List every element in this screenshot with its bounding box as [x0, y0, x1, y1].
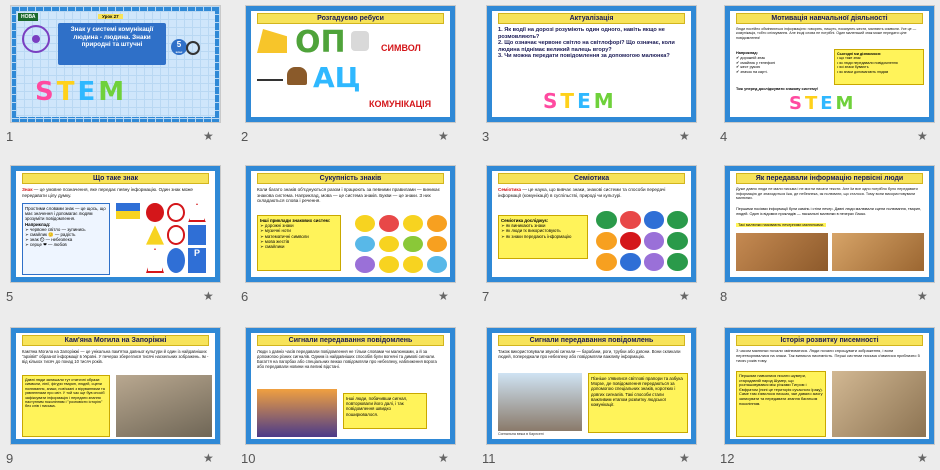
slide-number: 9	[6, 451, 14, 466]
slide-number: 8	[720, 289, 728, 304]
peace-icon	[644, 211, 665, 229]
love-face-icon	[403, 256, 423, 273]
detail-box: Інші люди, побачивши сигнал, повторювали його далі, і так повідомлення швидко поширювалося.	[343, 393, 427, 429]
scales-icon	[620, 253, 641, 271]
plus-icon	[667, 232, 688, 250]
slide-title: Розгадуємо ребуси	[257, 13, 444, 24]
star-icon[interactable]: ★	[679, 451, 690, 465]
steam-logo: S T E M	[789, 93, 855, 114]
slide-number: 7	[482, 289, 490, 304]
slide-title: Кам'яна Могила на Запоріжжі	[22, 335, 209, 346]
goals-box: Сьогодні ми дізнаємося: • що таке знак • як люди передавали повідомлення • які знаки бувають • як знаки допомагають людям	[834, 49, 924, 85]
slide-preview[interactable]	[486, 5, 697, 123]
prohibit-sign-icon	[167, 225, 185, 244]
flag-icon	[116, 203, 140, 219]
emoji-grid	[355, 215, 447, 273]
slide-thumbnail-7[interactable]	[476, 165, 701, 308]
lesson-label: Урок 27	[98, 14, 123, 19]
slide-thumbnail-5[interactable]	[0, 165, 225, 308]
angry-face-icon	[379, 215, 399, 232]
research-box: Семіотика досліджує: ➢ як виникають знаки ➢ як люди їх використовують ➢ як знаки передають інформацію	[498, 215, 588, 259]
footer-text: Тож уперед досліджувати знакову систему!	[736, 87, 819, 91]
intro-text: Люди постійно обмінюються інформацією: говорять, пишуть, показують жести, малюють символи. Усе це — комунікація, тобто спілкування. Але іноді слова не потрібні. Один маленький знак може передати ціле повідомлення!	[736, 27, 917, 40]
stop-sign-icon	[146, 203, 164, 222]
slide-title: Актуалізація	[498, 13, 685, 24]
road-signs-grid	[146, 203, 206, 273]
slide-preview[interactable]	[486, 327, 697, 445]
slide-thumbnail-9[interactable]	[0, 327, 225, 470]
stone-grave-image	[116, 375, 212, 437]
detail-box: Першими навчилися писати шумери, стародавній народ Шумер, що розташовувався між річками Тигром і Євфратом (нині це територія сучасного Іраку). Саме там з'явилося письмо, яке давало змогу записувати та передавати знання багатьом поколінням.	[736, 371, 826, 437]
no-entry-icon	[167, 203, 185, 222]
question-list: 1. Як водії на дорозі розуміють один одного, навіть якщо не розмовляють? 2. Що означає червоне світло на світлофорі? Що означає, коли людина піднімає великий палець вгору? 3. Чи можна передати повідомлення за допомогою малюнка?	[498, 27, 675, 60]
gear-symbol-icon	[667, 253, 688, 271]
cave-painting-image	[832, 233, 924, 271]
intro-text: Також використовували звукові сигнали — барабани, роги, трубки або дзвони. Вони скликали людей, попереджали про небезпеку або повідомляли важливу інформацію.	[498, 349, 681, 359]
slide-thumbnail-6[interactable]	[235, 165, 460, 308]
rebus-word-2: КОМУНІКАЦІЯ	[369, 99, 432, 109]
slide-thumbnail-8[interactable]	[714, 165, 939, 308]
slide-thumbnail-4[interactable]	[714, 5, 939, 148]
parking-sign-icon: P	[188, 248, 206, 273]
magnifier-icon	[186, 41, 200, 55]
cheese-icon	[257, 29, 287, 53]
steam-logo: S T E M	[543, 89, 615, 113]
happy-face-icon	[379, 236, 399, 253]
star-icon[interactable]: ★	[438, 129, 449, 143]
slide-thumbnail-2[interactable]	[235, 5, 460, 148]
leaf-icon	[667, 211, 688, 229]
definition-text: Семіотика — це наука, що вивчає знаки, знакові системи та способи передачі інформації (комунікації) в суспільстві, природі чи культурі.	[498, 187, 666, 198]
star-icon[interactable]: ★	[438, 451, 449, 465]
intro-text: З часом малюнки почали змінюватися. Люди почали спрощувати зображення, і вони перетворювалися на знаки. Так виникла писемність. Перші системи письма з'явилися приблизно 5 тисяч років тому.	[736, 348, 920, 363]
rebus-letters-2: АЦ	[313, 61, 361, 94]
symbols-grid	[596, 211, 688, 271]
slide-thumbnail-1[interactable]	[0, 5, 225, 148]
sad-face-icon	[355, 236, 375, 253]
slide-thumbnail-11[interactable]	[476, 327, 701, 470]
intro-text: Дуже давно люди не мали письма і не могли писати тексти. Але їм все одно потрібно було передавати інформацію де знаходиться їжа, де небезпека, як полювати, що сталося. Тому вони використовували малюнки.	[736, 187, 918, 201]
slide-preview[interactable]	[245, 5, 456, 123]
slide-preview[interactable]	[245, 327, 456, 445]
mosquito-icon	[257, 71, 283, 81]
cave-painting-image	[736, 233, 828, 271]
slide-title: Сукупність знаків	[257, 173, 444, 184]
star-symbol-icon	[596, 253, 617, 271]
yin-yang-icon	[644, 232, 665, 250]
star-icon[interactable]: ★	[679, 129, 690, 143]
slide-number: 5	[6, 289, 14, 304]
cool-face-icon	[427, 236, 447, 253]
slide-preview[interactable]	[486, 165, 697, 283]
recycle-icon	[596, 211, 617, 229]
star-icon[interactable]: ★	[203, 129, 214, 143]
slide-title: Сигнали передавання повідомлень	[257, 335, 444, 346]
star-icon[interactable]: ★	[438, 289, 449, 303]
star-icon[interactable]: ★	[203, 289, 214, 303]
slide-title: Знак у системі комунікації людина - людина. Знаки природні та штучні	[58, 23, 166, 65]
detail-box: Пізніше з'явилися світлові прапори та азбука Морзе, де повідомлення передаються за допомогою спеціальних знаків, коротких і довгих сигналів. Такі способи стали важливим етапом розвитку людської комунікації.	[588, 373, 688, 433]
slide-title: Мотивація навчальної діяльності	[736, 13, 923, 24]
dollar-icon	[620, 232, 641, 250]
definition-text: Знак — це умовне позначення, яке передає певну інформацію. Один знак може передавати цілу думку.	[22, 187, 193, 198]
atom-icon	[22, 25, 50, 53]
surprised-face-icon	[355, 256, 375, 273]
infinity-icon	[644, 253, 665, 271]
neutral-face-icon	[427, 256, 447, 273]
wink-face-icon	[427, 215, 447, 232]
detail-text: Першими носіями інформації були камінь і стіни печер. Давні люди малювали сцени полювання, тварин, людей. Один із відомих прикладів — наскальні малюнки в печерах Ласко.	[736, 207, 922, 216]
slide-preview[interactable]	[10, 327, 221, 445]
slide-title: Що таке знак	[22, 173, 209, 184]
footer-text: Такі малюнки називають печерними малюнками.	[738, 223, 824, 227]
intro-text: Люди з давніх часів передавали повідомлення не тільки словами чи малюнками, а й за допомогою різних сигналів. Одним із найдавніших способів були вогняні та димові сигнали. Багаття на пагорбах або спеціальних вежах повідомляли про небезпеку, наближення ворога або передавали новини на великі відстані.	[257, 349, 437, 369]
intro-text: Кам'яна Могила на Запоріжжі — це унікальна пам'ятка давньої культури й один із найдавніших "архівів" образної інформації в Україні. У печерах збереглися тисячі наскельних зображень. Ім - від кількох тисяч до понад 10 тисяч років.	[22, 349, 209, 364]
slide-number: 10	[241, 451, 256, 466]
steam-logo: STEM	[35, 77, 126, 107]
slide-number: 3	[482, 129, 490, 144]
warning-sign-icon	[188, 203, 206, 222]
slide-number: 2	[241, 129, 249, 144]
slide-thumbnail-3[interactable]	[476, 5, 701, 148]
slide-preview[interactable]	[10, 5, 221, 123]
smiley-icon	[355, 215, 375, 232]
slide-preview[interactable]	[724, 165, 935, 283]
signal-tower-image	[257, 389, 337, 437]
star-icon[interactable]: ★	[917, 451, 928, 465]
slide-preview[interactable]	[724, 5, 935, 123]
pedestrian-sign-icon	[146, 248, 164, 273]
heart-symbol-icon	[620, 211, 641, 229]
star-icon[interactable]: ★	[917, 289, 928, 303]
slide-thumbnail-10[interactable]	[235, 327, 460, 470]
laugh-face-icon	[403, 215, 423, 232]
rebus-letters-1: ОП	[295, 25, 346, 60]
caution-sign-icon	[146, 225, 164, 244]
slide-title: Семіотика	[498, 173, 685, 184]
grade-badge: 5 клас	[171, 39, 187, 55]
explanation-box: Простими словами знак — це щось, що має значення і допомагає людям зрозуміти повідомлення. Наприклад: ➢ червоне світло — зупинись ➢ смайлик 🙂 — радість ➢ знак 🛇 — небезпека ➢ серце ❤ — любов	[22, 203, 110, 275]
rebus-word-1: СИМВОЛ	[381, 43, 421, 53]
logo-badge: НОВА	[18, 13, 38, 21]
star-icon[interactable]: ★	[679, 289, 690, 303]
star-icon[interactable]: ★	[917, 129, 928, 143]
slide-preview[interactable]	[10, 165, 221, 283]
detail-box: Давні люди залишали тут статичні образи: символи, лінії, фігури тварин, людей, сцени полювання, знаки, пов'язані з віруваннями та уявленнями про світ. У той час ще був спосіб зафіксувати інформацію і передати знання наступним поколінням і "розповісти історію" без слів і письма.	[22, 375, 110, 437]
slide-number: 6	[241, 289, 249, 304]
examples-box: Інші приклади знакових систем: ➢ дорожні знаки ➢ музичні ноти ➢ математичні символи ➢ мова жестів ➢ смайлики	[257, 215, 341, 271]
star-icon[interactable]: ★	[203, 451, 214, 465]
animal-icon	[287, 67, 307, 85]
slide-number: 11	[482, 451, 496, 466]
slide-title: Історія розвитку писемності	[736, 335, 923, 346]
question-icon	[596, 232, 617, 250]
slide-thumbnail-12[interactable]	[714, 327, 939, 470]
signal-tower-photo	[498, 373, 582, 431]
slide-title: Як передавали інформацію первісні люди	[736, 173, 923, 184]
object-icon	[351, 31, 369, 51]
slide-number: 12	[720, 451, 735, 466]
cycle-sign-icon	[167, 248, 185, 273]
slide-title: Сигнали передавання повідомлень	[498, 335, 685, 346]
slide-preview[interactable]	[724, 327, 935, 445]
intro-text: Коли багато знаків об'єднуються разом і працюють за певними правилами — виникає знакова система. Наприклад, мова — це система знаків. Букви — це знаки. З них складаються слова і речення.	[257, 187, 440, 204]
sick-face-icon	[403, 236, 423, 253]
image-caption: Сигнальна вежа в Карлсені	[498, 432, 544, 436]
slide-number: 1	[6, 129, 14, 144]
slide-number: 4	[720, 129, 728, 144]
examples-list: Наприклад: ✔ дорожній знак ✔ смайлик у телефоні ✔ жест рукою ✔ значок на карті.	[736, 51, 776, 75]
grin-face-icon	[379, 256, 399, 273]
info-sign-icon	[188, 225, 206, 244]
cuneiform-tablet-image	[832, 371, 926, 437]
slide-preview[interactable]	[245, 165, 456, 283]
